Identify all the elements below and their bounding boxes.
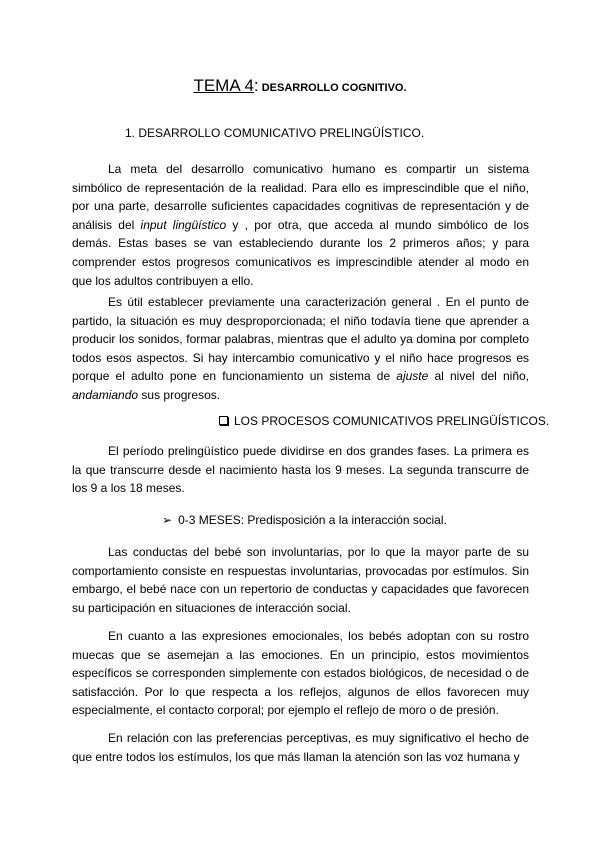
paragraph-1 bbox=[72, 160, 529, 290]
paragraph-2-text-c: sus progresos. bbox=[138, 387, 221, 402]
paragraph-4: Las conductas del bebé son involuntarias, por lo que la mayor parte de su comportamiento consiste en respuestas involuntarias, provocadas por estímulos. Sin embargo, el bebé nace con un repertorio de conductas y capacidades que favorecen su participación en situaciones de interacción social. bbox=[72, 545, 529, 615]
arrow-bullet-icon: ➢ bbox=[162, 513, 173, 527]
paragraph-6: En relación con las preferencias perceptivas, es muy significativo el hecho de que entre todos los estímulos, los que más llaman la atención son las voz humana y bbox=[72, 731, 529, 764]
title-colon: : bbox=[253, 76, 259, 95]
paragraph-5: En cuanto a las expresiones emocionales, los bebés adoptan con su rostro muecas que se asemejan a las emociones. En un principio, estos movimientos específicos se corresponden simplemente con estados biológicos, de necesidad o de satisfacción. Por lo que respecta a los reflejos, algunos de ellos favorecen muy especialmente, el contacto corporal; por ejemplo el reflejo de moro o de presión. bbox=[72, 629, 529, 718]
paragraph-2 bbox=[72, 293, 529, 405]
paragraph-2-text-a: Es útil establecer previamente una caracterización general . En el punto de partido, la situación es muy desproporcionada; el niño todavía tiene que aprender a producir los sonidos, formar palabras, mientras que el adulto ya domina por completo todos esos aspectos. Si hay intercambio comunicativo y el niño hace progresos es porque el adulto pone en funcionamiento un sistema de bbox=[72, 295, 529, 384]
section-heading-3 bbox=[162, 513, 447, 527]
paragraph-2-italic-2: andamiando bbox=[72, 387, 139, 402]
title-main: TEMA 4 bbox=[193, 76, 254, 95]
document-title bbox=[0, 76, 600, 96]
section-heading-2 bbox=[219, 414, 549, 428]
section-heading-3-text: 0-3 MESES: Predisposición a la interacción social. bbox=[178, 513, 447, 527]
checkbox-bullet-icon bbox=[219, 416, 228, 425]
paragraph-1-text-b: y , por otra, que acceda al mundo simbólico de los demás. Estas bases se van estableciendo durante los 2 primeros años; y para comprender estos progresos comunicativos es imprescindible atender al modo en que los adultos contribuyen a ello. bbox=[72, 217, 530, 288]
paragraph-1-text-a: La meta del desarrollo comunicativo humano es compartir un sistema simbólico de representación de la realidad. Para ello es imprescindible que el niño, por una parte, desarrolle suficientes capacidades cognitivas de representación y de análisis del bbox=[72, 162, 529, 232]
paragraph-1-italic: input lingüístico bbox=[140, 217, 227, 232]
paragraph-2-text-b: al nivel del niño, bbox=[428, 369, 530, 384]
section-heading-1: 1. DESARROLLO COMUNICATIVO PRELINGÜÍSTICO. bbox=[125, 126, 425, 140]
paragraph-3: El período prelingüístico puede dividirse en dos grandes fases. La primera es la que transcurre desde el nacimiento hasta los 9 meses. La segunda transcurre de los 9 a los 18 meses. bbox=[72, 444, 529, 496]
title-subtitle: DESARROLLO COGNITIVO. bbox=[258, 82, 407, 94]
section-heading-2-text: LOS PROCESOS COMUNICATIVOS PRELINGÜÍSTICOS. bbox=[234, 414, 550, 428]
paragraph-2-italic-1: ajuste bbox=[396, 369, 429, 384]
